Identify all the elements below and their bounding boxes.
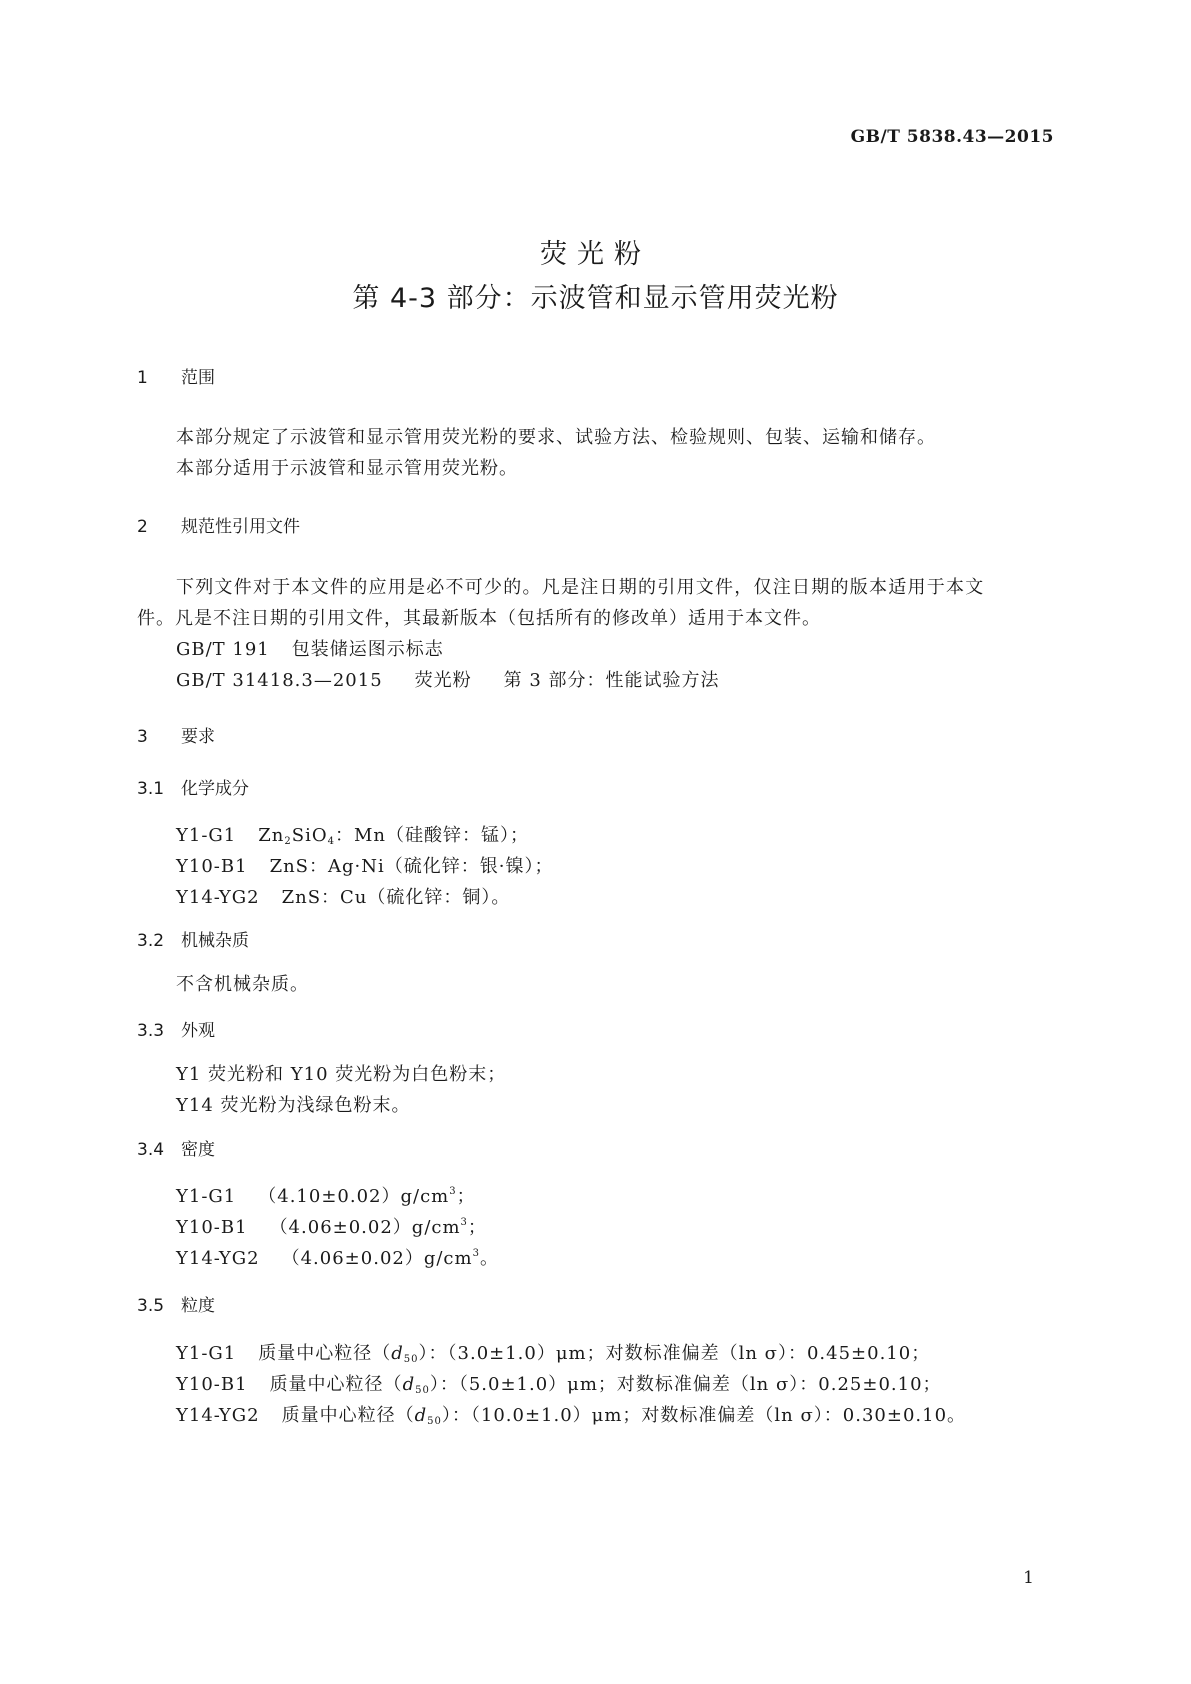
section-title: 外观 [181, 1021, 215, 1041]
density-item: Y14-YG2 $(4.06\pm 0.02)g/cm^3$。 [176, 1248, 499, 1269]
section-1-heading [137, 363, 215, 388]
paragraph: Y14 荧光粉为浅绿色粉末。 [176, 1095, 411, 1116]
section-title: 粒度 [181, 1296, 215, 1316]
section-number: 3.5 [137, 1296, 165, 1316]
section-title: 规范性引用文件 [181, 517, 300, 537]
phosphor-code: Y10-B1 [176, 1374, 248, 1395]
section-number: 3.2 [137, 931, 165, 951]
phosphor-code: Y14-YG2 [176, 887, 260, 908]
composition-item: Y1-G1 $Zn_2SiO_4$：Mn（硅酸锌：锰）； [176, 825, 529, 847]
reference-code: GB/T 31418.3—2015 [176, 670, 383, 691]
phosphor-code: Y1-G1 [176, 1186, 237, 1207]
section-3-heading [137, 722, 215, 747]
reference-title: 第 3 部分：性能试验方法 [503, 670, 720, 691]
section-2-heading [137, 512, 300, 537]
phosphor-code: Y14-YG2 [176, 1248, 260, 1269]
section-number: 3 [137, 727, 148, 747]
reference-item [176, 666, 720, 692]
paragraph: 本部分适用于示波管和显示管用荧光粉。 [176, 458, 518, 479]
section-number: 2 [137, 517, 148, 537]
reference-item [176, 635, 444, 661]
section-title: 要求 [181, 727, 215, 747]
title-line-2: 第 4-3 部分：示波管和显示管用荧光粉 [352, 283, 839, 314]
paragraph: 本部分规定了示波管和显示管用荧光粉的要求、试验方法、检验规则、包装、运输和储存。 [176, 427, 936, 448]
particle-size-item: Y10-B1 质量中心粒径$(d_{50})$：（5.0±1.0）μm；对数标准偏差（ln σ）：0.25±0.10； [176, 1374, 942, 1396]
paragraph: 不含机械杂质。 [176, 974, 309, 995]
section-number: 3.4 [137, 1140, 165, 1160]
phosphor-code: Y10-B1 [176, 856, 248, 877]
particle-size-item: Y14-YG2 质量中心粒径$(d_{50})$：（10.0±1.0）μm；对数标准偏差（ln σ）：0.30±0.10。 [176, 1405, 967, 1427]
section-3-2-heading [137, 926, 249, 951]
phosphor-code: Y10-B1 [176, 1217, 248, 1238]
paragraph: 件。凡是不注日期的引用文件，其最新版本（包括所有的修改单）适用于本文件。 [137, 608, 821, 629]
section-number: 1 [137, 368, 148, 388]
section-3-1-heading [137, 774, 249, 799]
paragraph: Y1 荧光粉和 Y10 荧光粉为白色粉末； [176, 1064, 507, 1085]
title-line-1: 荧光粉 [540, 239, 651, 270]
paragraph: 下列文件对于本文件的应用是必不可少的。凡是注日期的引用文件，仅注日期的版本适用于本文 [176, 577, 985, 598]
reference-code: GB/T 191 [176, 639, 270, 660]
density-item: Y1-G1 $(4.10\pm 0.02)g/cm^3$； [176, 1186, 476, 1207]
phosphor-code: Y14-YG2 [176, 1405, 260, 1426]
section-3-5-heading [137, 1291, 215, 1316]
section-number: 3.1 [137, 779, 165, 799]
section-number: 3.3 [137, 1021, 165, 1041]
document-number: GB/T 5838.43—2015 [850, 127, 1054, 147]
composition-item: Y14-YG2 ZnS：Cu（硫化锌：铜）。 [176, 887, 511, 908]
phosphor-code: Y1-G1 [176, 825, 237, 846]
section-title: 化学成分 [181, 779, 249, 799]
density-item: Y10-B1 $(4.06\pm 0.02)g/cm^3$； [176, 1217, 487, 1238]
composition-item: Y10-B1 ZnS：Ag·Ni（硫化锌：银·镍）； [176, 856, 554, 877]
particle-size-item: Y1-G1 质量中心粒径$(d_{50})$：（3.0±1.0）μm；对数标准偏差（ln σ）：0.45±0.10； [176, 1343, 931, 1365]
page-number: 1 [1023, 1568, 1034, 1588]
section-title: 范围 [181, 368, 215, 388]
section-title: 机械杂质 [181, 931, 249, 951]
section-3-4-heading [137, 1135, 215, 1160]
section-3-3-heading [137, 1016, 215, 1041]
reference-title: 荧光粉 [414, 670, 472, 691]
reference-title: 包装储运图示标志 [291, 639, 444, 660]
phosphor-code: Y1-G1 [176, 1343, 237, 1364]
section-title: 密度 [181, 1140, 215, 1160]
